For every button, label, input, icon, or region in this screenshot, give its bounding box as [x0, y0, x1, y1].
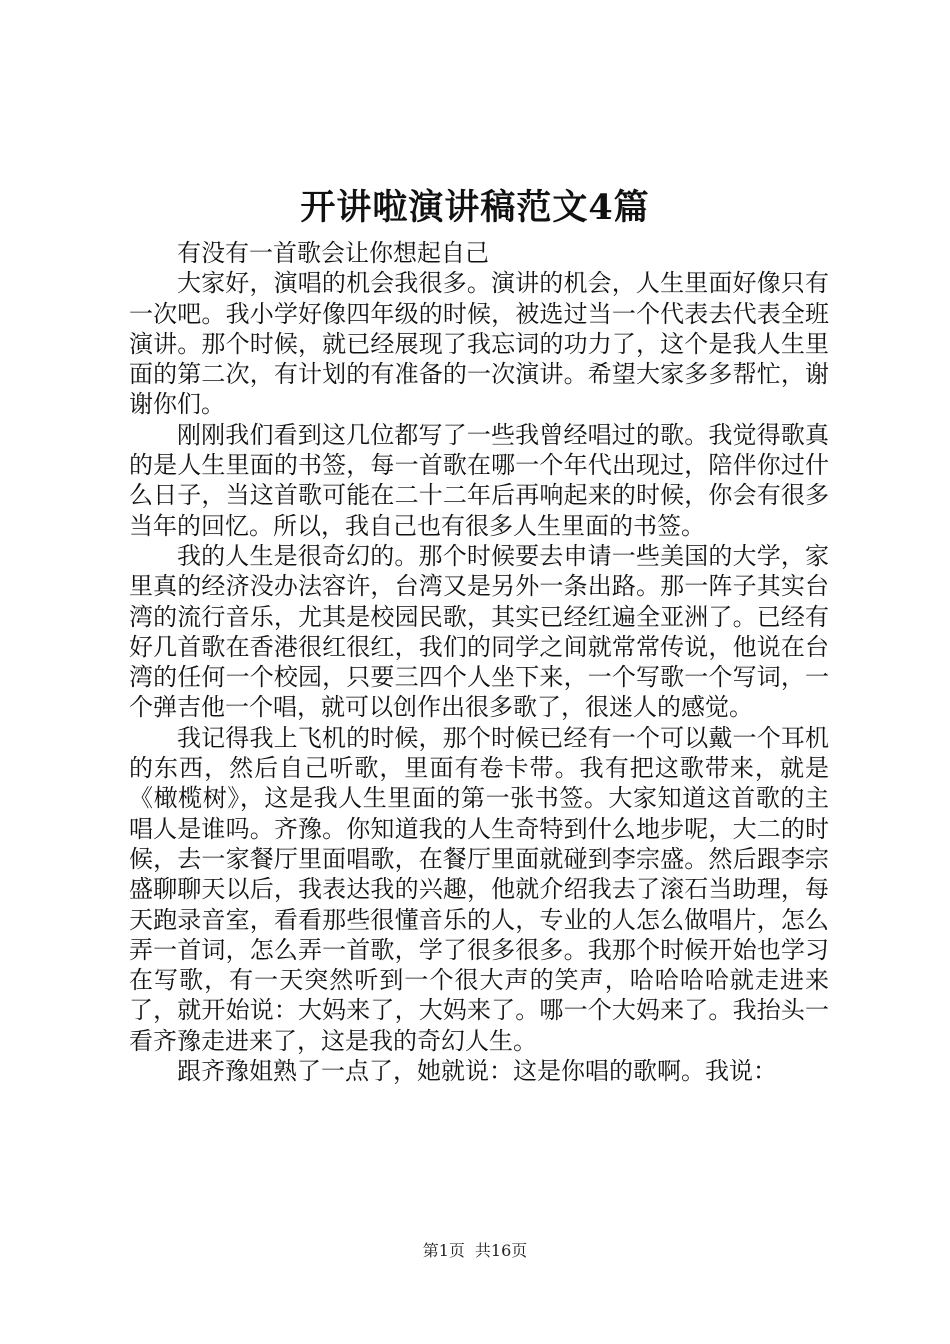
document-body — [129, 238, 829, 1086]
page-total: 共16页 — [474, 1241, 528, 1260]
paragraph: 我记得我上飞机的时候，那个时候已经有一个可以戴一个耳机的东西，然后自己听歌，里面有卷卡带。我有把这歌带来，就是《橄榄树》，这是我人生里面的第一张书签。大家知道这首歌的主唱人是谁吗。齐豫。你知道我的人生奇特到什么地步呢，大二的时候，去一家餐厅里面唱歌，在餐厅里面就碰到李宗盛。然后跟李宗盛聊聊天以后，我表达我的兴趣，他就介绍我去了滚石当助理，每天跑录音室，看看那些很懂音乐的人，专业的人怎么做唱片，怎么弄一首词，怎么弄一首歌，学了很多很多。我那个时候开始也学习在写歌，有一天突然听到一个很大声的笑声，哈哈哈哈就走进来了，就开始说：大妈来了，大妈来了。哪一个大妈来了。我抬头一看齐豫走进来了，这是我的奇幻人生。 — [129, 723, 829, 1055]
paragraph: 大家好，演唱的机会我很多。演讲的机会，人生里面好像只有一次吧。我小学好像四年级的时候，被选过当一个代表去代表全班演讲。那个时候，就已经展现了我忘词的功力了，这个是我人生里面的第二次，有计划的有准备的一次演讲。希望大家多多帮忙，谢谢你们。 — [129, 269, 829, 419]
page-number: 第1页 — [422, 1241, 465, 1260]
paragraph: 我的人生是很奇幻的。那个时候要去申请一些美国的大学，家里真的经济没办法容许，台湾又是另外一条出路。那一阵子其实台湾的流行音乐，尤其是校园民歌，其实已经红遍全亚洲了。已经有好几首歌在香港很红很红，我们的同学之间就常常传说，他说在台湾的任何一个校园，只要三四个人坐下来，一个写歌一个写词，一个弹吉他一个唱，就可以创作出很多歌了，很迷人的感觉。 — [129, 541, 829, 722]
page-footer — [0, 1240, 950, 1262]
document-title: 开讲啦演讲稿范文4篇 — [300, 187, 650, 228]
paragraph: 刚刚我们看到这几位都写了一些我曾经唱过的歌。我觉得歌真的是人生里面的书签，每一首歌在哪一个年代出现过，陪伴你过什么日子，当这首歌可能在二十二年后再响起来的时候，你会有很多当年的回忆。所以，我自己也有很多人生里面的书签。 — [129, 420, 829, 540]
paragraph: 跟齐豫姐熟了一点了，她就说：这是你唱的歌啊。我说： — [177, 1057, 777, 1086]
paragraph: 有没有一首歌会让你想起自己 — [177, 239, 489, 267]
